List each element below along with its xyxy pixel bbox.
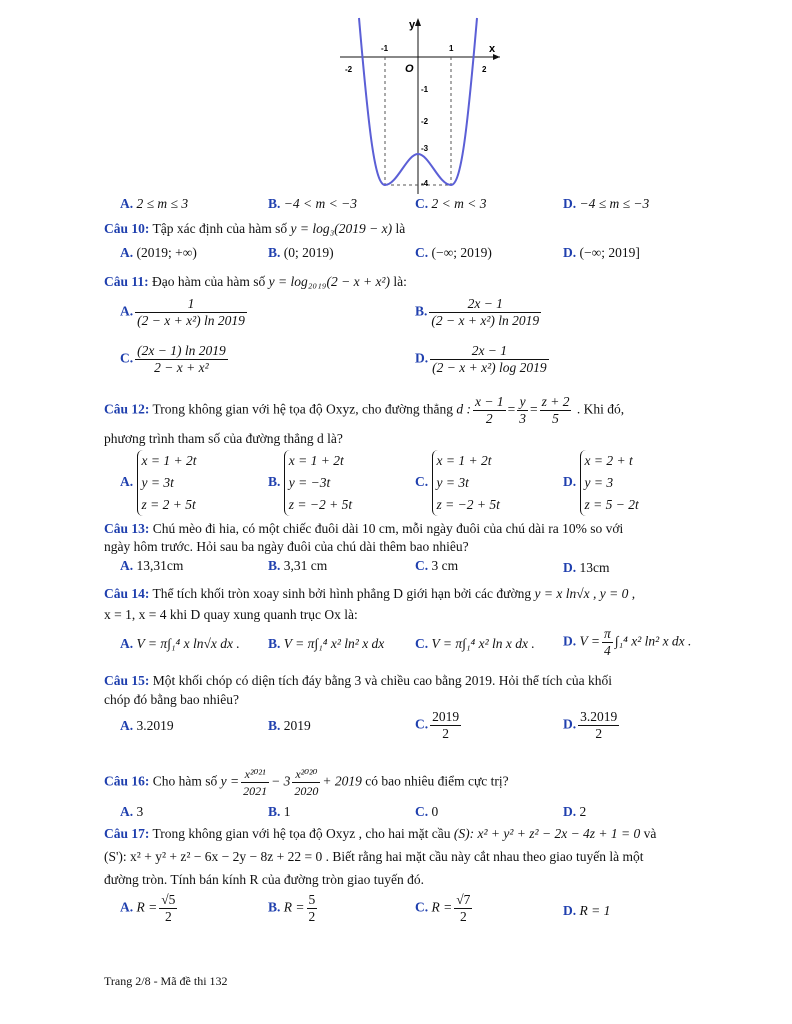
q13-option-c[interactable]: C. 3 cm bbox=[415, 558, 459, 573]
q17-stem: Câu 17: Trong không gian với hệ tọa độ Oxyz , cho hai mặt cầu (S): x² + y² + z² − 2x − 4z + 1 = 0 và bbox=[104, 826, 657, 841]
q13-option-a[interactable]: A. 13,31cm bbox=[120, 558, 184, 573]
q16-stem: Câu 16: Cho hàm số y = $\frac{\text{x²⁰²¹}}{2021}$ − 3 $\frac{\text{x²⁰²⁰}}{2020}$ + 2019 có bao nhiêu điểm cực trị? bbox=[104, 767, 509, 798]
q14-option-c[interactable]: C. V = π∫₁⁴ x² ln x dx . bbox=[415, 636, 535, 651]
q13-stem: Câu 13: Chú mèo đi hia, có một chiếc đuôi dài 10 cm, mỗi ngày đuôi của chú dài ra 10% so với bbox=[104, 521, 624, 536]
q11-option-b[interactable]: B. $\frac{2x - 1}{\text{(2 − x + x²) ln 2019}}$ bbox=[415, 296, 540, 328]
q10-option-a[interactable]: A. (2019; +∞) bbox=[120, 245, 197, 260]
tick-y-neg1: -1 bbox=[421, 85, 429, 94]
q17-option-a[interactable]: A. R = $\frac{√5}{2}$ bbox=[120, 892, 176, 924]
q17-option-d[interactable]: D. R = 1 bbox=[563, 903, 611, 918]
q15-option-d[interactable]: D. $\frac{3.2019}{2}$ bbox=[563, 709, 618, 741]
q9-option-a[interactable]: A. 2 ≤ m ≤ 3 bbox=[120, 196, 189, 211]
q13-option-b[interactable]: B. 3,31 cm bbox=[268, 558, 328, 573]
q10-option-c[interactable]: C. (−∞; 2019) bbox=[415, 245, 492, 260]
q16-option-b[interactable]: B. 1 bbox=[268, 804, 291, 819]
q14-option-b[interactable]: B. V = π∫₁⁴ x² ln² x dx bbox=[268, 636, 385, 651]
q13-stem-line2: ngày hôm trước. Hỏi sau ba ngày đuôi của chú dài thêm bao nhiêu? bbox=[104, 539, 469, 554]
q10-option-d[interactable]: D. (−∞; 2019] bbox=[563, 245, 640, 260]
q12-option-b[interactable]: B. x = 1 + 2t y = −3t z = −2 + 5t bbox=[268, 450, 352, 516]
tick-x-1: 1 bbox=[449, 44, 454, 53]
q12-option-c[interactable]: C. x = 1 + 2t y = 3t z = −2 + 5t bbox=[415, 450, 500, 516]
page-footer: Trang 2/8 - Mã đề thi 132 bbox=[104, 974, 228, 988]
tick-x-neg1: -1 bbox=[381, 44, 389, 53]
q11-stem: Câu 11: Đạo hàm của hàm số y = log₂₀₁₉(2 − x + x²) là: bbox=[104, 274, 407, 289]
q14-stem: Câu 14: Thể tích khối tròn xoay sinh bởi hình phẳng D giới hạn bởi các đường y = x ln√x , y = 0 , bbox=[104, 586, 636, 601]
q11-option-c[interactable]: C. $\frac{(2x - 1) \ln 2019}{\text{2 − x + x²}}$ bbox=[120, 343, 226, 375]
tick-x-2: 2 bbox=[482, 65, 487, 74]
q14-option-d[interactable]: D. V = $\frac{\pi}{4}$ ∫₁⁴ x² ln² x dx . bbox=[563, 626, 692, 658]
q15-stem-line2: chóp đó bằng bao nhiêu? bbox=[104, 692, 239, 707]
q15-stem: Câu 15: Một khối chóp có diện tích đáy bằng 3 và chiều cao bằng 2019. Hỏi thể tích của khối bbox=[104, 673, 613, 688]
q14-option-a[interactable]: A. V = π∫₁⁴ x ln√x dx . bbox=[120, 636, 240, 651]
q9-option-b[interactable]: B. −4 < m < −3 bbox=[268, 196, 357, 211]
q12-option-a[interactable]: A. x = 1 + 2t y = 3t z = 2 + 5t bbox=[120, 450, 196, 516]
tick-x-neg2: -2 bbox=[345, 65, 353, 74]
y-axis-arrow bbox=[415, 18, 421, 26]
q17-option-b[interactable]: B. R = $\frac{5}{2}$ bbox=[268, 892, 316, 924]
q12-option-d[interactable]: D. x = 2 + t y = 3 z = 5 − 2t bbox=[563, 450, 639, 516]
tick-y-neg4: -4 bbox=[421, 179, 429, 188]
q12-stem-line2: phương trình tham số của đường thẳng d là? bbox=[104, 431, 343, 446]
q16-option-d[interactable]: D. 2 bbox=[563, 804, 587, 819]
tick-y-neg3: -3 bbox=[421, 144, 429, 153]
q17-stem-line2: (S'): x² + y² + z² − 6x − 2y − 8z + 22 = 0 . Biết rằng hai mặt cầu này cắt nhau theo giao tuyến là một bbox=[104, 849, 644, 864]
q16-option-a[interactable]: A. 3 bbox=[120, 804, 144, 819]
q15-option-a[interactable]: A. 3.2019 bbox=[120, 718, 174, 733]
q13-option-d[interactable]: D. 13cm bbox=[563, 560, 610, 575]
quartic-graph bbox=[335, 14, 505, 194]
q11-option-a[interactable]: A. $\frac{1}{\text{(2 − x + x²) ln 2019}}$ bbox=[120, 296, 245, 328]
origin-label: O bbox=[405, 63, 414, 75]
q15-option-b[interactable]: B. 2019 bbox=[268, 718, 311, 733]
q12-stem: Câu 12: Trong không gian với hệ tọa độ Oxyz, cho đường thẳng d : $\frac{x - 1}{2}$ = $\frac{y}{3}$ = $\frac{z + 2}{5}$ . Khi đó, bbox=[104, 394, 625, 426]
q15-option-c[interactable]: C. $\frac{2019}{2}$ bbox=[415, 709, 460, 741]
q11-option-d[interactable]: D. $\frac{2x - 1}{\text{(2 − x + x²) log 2019}}$ bbox=[415, 343, 547, 375]
q17-option-c[interactable]: C. R = $\frac{√7}{2}$ bbox=[415, 892, 471, 924]
tick-y-neg2: -2 bbox=[421, 117, 429, 126]
q14-stem-line2: x = 1, x = 4 khi D quay xung quanh trục Ox là: bbox=[104, 607, 358, 622]
q17-stem-line3: đường tròn. Tính bán kính R của đường tròn giao tuyến đó. bbox=[104, 872, 424, 887]
q10-stem: Câu 10: Tập xác định của hàm số y = log₃(2019 − x) là bbox=[104, 221, 406, 236]
q16-option-c[interactable]: C. 0 bbox=[415, 804, 439, 819]
q10-option-b[interactable]: B. (0; 2019) bbox=[268, 245, 334, 260]
q9-option-d[interactable]: D. −4 ≤ m ≤ −3 bbox=[563, 196, 650, 211]
x-label: x bbox=[489, 43, 496, 55]
y-label: y bbox=[409, 19, 416, 31]
q9-option-c[interactable]: C. 2 < m < 3 bbox=[415, 196, 487, 211]
